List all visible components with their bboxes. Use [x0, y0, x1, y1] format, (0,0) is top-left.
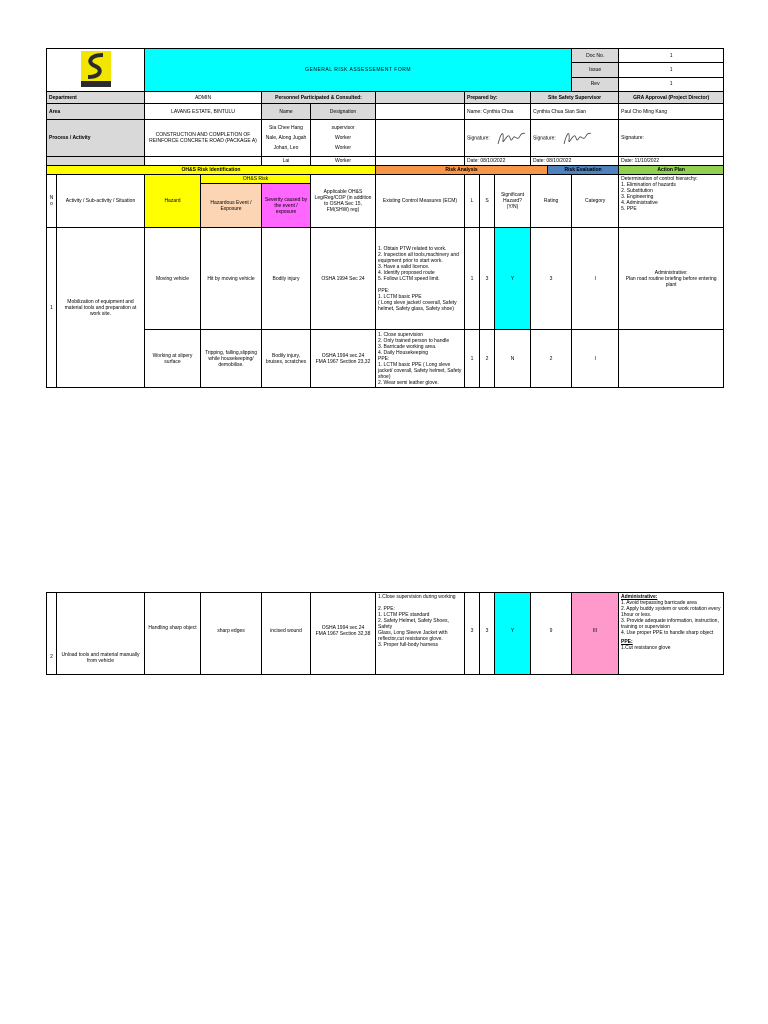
issue-label: Issue: [572, 63, 619, 77]
ecm-header: Existing Control Measures (ECM): [376, 175, 465, 228]
prepared-date: Date: 08/10/2022: [465, 157, 531, 166]
row-event: sharp edges: [201, 593, 262, 675]
risk-analysis-header: Risk Analysis: [376, 166, 548, 175]
row-severity-score: 3: [480, 593, 495, 675]
row-significant: Y: [495, 593, 531, 675]
row-event: Tripping, falling,slipping while housekeeping/ demobilise.: [201, 330, 262, 388]
ohs-identification-header: OH&S Risk Identification: [47, 166, 376, 175]
action-admin-text: 1. Avoid trepassing barricade area 2. Apply buddy system or work rotation every 1hour or less. 3. Provide adequate information, instruction, training or supervision 4. Use proper PPE to handle sharp object: [621, 600, 721, 636]
table-row: [47, 228, 724, 330]
prepared-signature: Signature:: [465, 120, 531, 157]
row-activity: Unload tools and material manually from vehicle: [57, 593, 145, 675]
signature-icon: [495, 128, 527, 148]
gra-signature: Signature:: [619, 120, 724, 157]
hazard-header: Hazard: [145, 175, 201, 228]
department-label: Department: [47, 92, 145, 104]
signature-icon: [561, 128, 593, 148]
personnel-designations: [311, 120, 376, 157]
row-likelihood: 1: [465, 330, 480, 388]
site-signature: Signature:: [531, 120, 619, 157]
gra-approval-label: GRA Approval (Project Director): [619, 92, 724, 104]
action-ppe-label: PPE:: [621, 639, 633, 645]
site-supervisor-name: Cynthia Chua Sian Sian: [531, 104, 619, 120]
row-category: I: [572, 330, 619, 388]
personnel-names: [262, 120, 311, 157]
process-label: Process / Activity: [47, 120, 145, 157]
row-hazard: Handling sharp object: [145, 593, 201, 675]
risk-evaluation-header: Risk Evaluation: [548, 166, 619, 175]
category-header: Category: [572, 175, 619, 228]
row-event: Hit by moving vehicle: [201, 228, 262, 330]
company-logo: [47, 49, 145, 92]
personnel-name: Johari, Leo: [273, 145, 299, 151]
row-rating: 3: [531, 228, 572, 330]
rating-header: Rating: [531, 175, 572, 228]
ohs-risk-header: OH&S Risk: [201, 175, 311, 184]
area-label: Area: [47, 104, 145, 120]
row-severity: Bodily injury, bruises, scratches: [262, 330, 311, 388]
row-ecm: 1.Close supervision during working 2. PPE: 1. LCTM PPE standard 2. Safety Helmet, Safety Shoes, Safety Glass, Long Sleeve Jacket with reflector,cut resistance glove. 3. Proper full-body harness: [376, 593, 465, 675]
risk-assessment-table: [46, 48, 724, 388]
row-ecm: 1. Close supervision 2. Only trained person to handle 3. Barricade working area. 4. Daily Housekeeping PPE: 1. LCTM basic PPE ( Long sleve jacket/ coverall, Safety helmet, Safety shoe) 2. Wear semi leather glove.: [376, 330, 465, 388]
personnel-name: Sia Chee Hang: [269, 125, 303, 131]
designation-column-header: Designation: [311, 104, 376, 120]
personnel-designation: Worker: [334, 145, 352, 151]
row-no: 2: [47, 593, 57, 675]
personnel-designation: supervisor: [331, 125, 355, 131]
severity-header: Severity caused by the event / exposure: [262, 184, 311, 228]
prepared-by-name: Name: Cynthia Chua: [465, 104, 531, 120]
name-column-header: Name: [262, 104, 311, 120]
row-rating: 9: [531, 593, 572, 675]
gra-date: Date: 11/10/2022: [619, 157, 724, 166]
row-no: 1: [47, 228, 57, 388]
rev-label: Rev: [572, 77, 619, 91]
row-action: [619, 593, 724, 675]
row-severity-score: 3: [480, 228, 495, 330]
row-rating: 2: [531, 330, 572, 388]
row-hazard: Moving vehicle: [145, 228, 201, 330]
legal-header: Applicable OH&S Leg/Reg/COP (in addition to OSHA Sec 15, FM(SHW) reg): [311, 175, 376, 228]
row-likelihood: 3: [465, 593, 480, 675]
department-value: ADMIN: [145, 92, 262, 104]
row-significant: Y: [495, 228, 531, 330]
row-ecm: 1. Obtain PTW related to work. 2. Inspection all tools,machinery and equipment prior to start work. 3. Have a valid licence. 4. Identify proposed route 5. Follow LCTM speed limit. PPE: 1. LCTM basic PPE ( Long sleve jacket/ coverall, Safety helmet, Safety glass, Safety shoe): [376, 228, 465, 330]
likelihood-header: L: [465, 175, 480, 228]
row-activity: Mobilization of equipment and material tools and preparation at work site.: [57, 228, 145, 388]
area-value: LAVANG ESTATE, BINTULU: [145, 104, 262, 120]
personnel-designation: Worker: [334, 135, 352, 141]
personnel-name: Lai: [262, 157, 311, 166]
row-legal: OSHA 1994 Sec 24: [311, 228, 376, 330]
row-legal: OSHA 1994 sec.24 FMA 1967 Section 32,38: [311, 593, 376, 675]
site-safety-label: Site Safety Supervisor: [531, 92, 619, 104]
site-date: Date: 08/10/2022: [531, 157, 619, 166]
issue-value: 1: [619, 63, 724, 77]
form-title: GENERAL RISK ASSESSEMENT FORM: [145, 49, 572, 92]
no-header: No: [47, 175, 57, 228]
row-action: Administrative: Plan road routine briefing before entering plant: [619, 228, 724, 330]
rev-value: 1: [619, 77, 724, 91]
action-plan-criteria: Determination of control hierarchy: 1. Elimination of hazards 2. Substitution 3. Engineering 4. Administrative 5. PPE: [619, 175, 724, 228]
personnel-name: Nale, Along Jugah: [265, 135, 307, 141]
gra-approver-name: Paul Cho Ming Kang: [619, 104, 724, 120]
action-admin-label: Administrative:: [621, 594, 658, 600]
row-likelihood: 1: [465, 228, 480, 330]
activity-header: Activity / Sub-activity / Situation: [57, 175, 145, 228]
severity-score-header: S: [480, 175, 495, 228]
personnel-designation: Worker: [311, 157, 376, 166]
row-hazard: Working at slipery surface: [145, 330, 201, 388]
row-category: I: [572, 228, 619, 330]
row-action: [619, 330, 724, 388]
risk-assessment-table-continued: [46, 592, 724, 675]
doc-no-value: 1: [619, 49, 724, 63]
row-severity-score: 2: [480, 330, 495, 388]
action-plan-header: Action Plan: [619, 166, 724, 175]
hazardous-event-header: Hazardous Event / Exposure: [201, 184, 262, 228]
doc-no-label: Doc No.: [572, 49, 619, 63]
row-category: III: [572, 593, 619, 675]
prepared-by-label: Prepared by:: [465, 92, 531, 104]
row-legal: OSHA 1994 sec.24 FMA 1967 Section 23,32: [311, 330, 376, 388]
personnel-label: Personnel Participated & Consulted:: [262, 92, 376, 104]
row-significant: N: [495, 330, 531, 388]
table-row: [47, 593, 724, 675]
logo-icon: [79, 49, 113, 89]
table-row: [47, 330, 724, 388]
process-value: CONSTRUCTION AND COMPLETION OF REINFORCE CONCRETE ROAD (PACKAGE A): [145, 120, 262, 157]
row-severity: incised wound: [262, 593, 311, 675]
row-severity: Bodily injury: [262, 228, 311, 330]
significant-header: Significant Hazard? (Y/N): [495, 175, 531, 228]
action-ppe-text: 1.Cut resistance glove: [621, 645, 671, 651]
